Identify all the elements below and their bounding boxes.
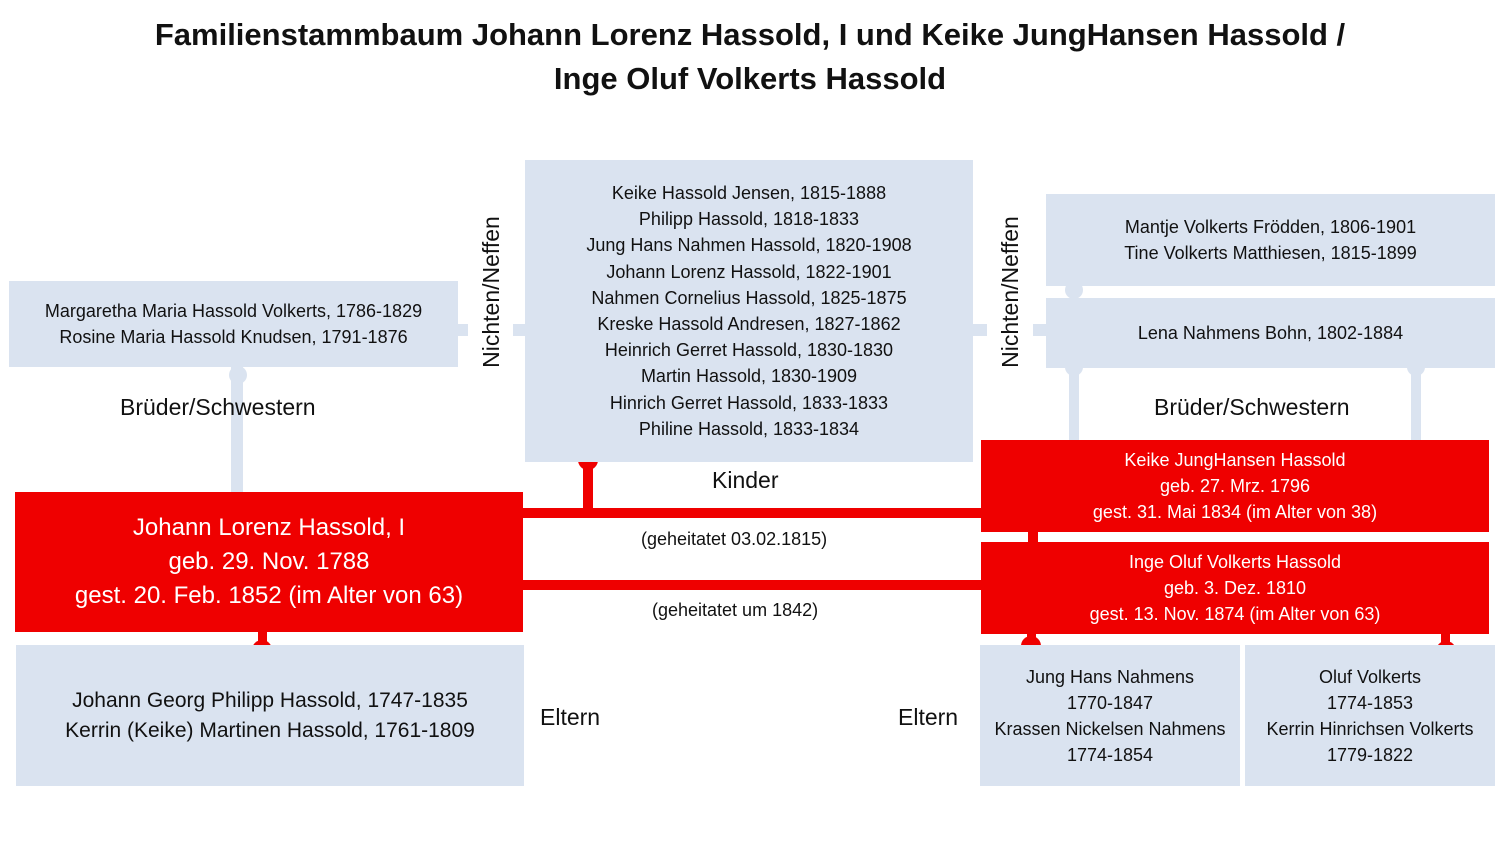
- parent-dates: 1770-1847: [1066, 692, 1154, 713]
- connector-siblings-right-a: [1069, 368, 1079, 440]
- child-name: Martin Hassold, 1830-1909: [640, 366, 858, 387]
- siblings-right-top-box: [1046, 194, 1495, 286]
- person-birth: geb. 27. Mrz. 1796: [1159, 476, 1311, 496]
- person-death: gest. 20. Feb. 1852 (im Alter von 63): [74, 582, 464, 609]
- parent-name: Jung Hans Nahmens: [1025, 666, 1195, 687]
- parent-dates: 1774-1854: [1066, 744, 1154, 765]
- parents-main-box: [16, 645, 524, 786]
- children-label: Kinder: [712, 467, 779, 493]
- nieces-nephews-label-right: Nichten/Neffen: [997, 216, 1023, 368]
- connector-siblings-left: [231, 367, 243, 492]
- person-birth: geb. 29. Nov. 1788: [168, 548, 370, 575]
- sibling-name: Mantje Volkerts Frödden, 1806-1901: [1124, 217, 1417, 237]
- child-name: Nahmen Cornelius Hassold, 1825-1875: [591, 287, 907, 308]
- parent-name: Johann Georg Philipp Hassold, 1747-1835: [72, 688, 468, 712]
- main-person-box: [15, 492, 523, 632]
- diagram-title-line1: Familienstammbaum Johann Lorenz Hassold, I und Keike JungHansen Hassold /: [154, 17, 1346, 52]
- connector-left-nieces-a: [458, 324, 468, 336]
- marriage-line-2: [523, 580, 981, 590]
- connector-right-nieces-a: [973, 324, 987, 336]
- person-name: Inge Oluf Volkerts Hassold: [1128, 552, 1342, 572]
- connector-siblings-right-b: [1411, 368, 1421, 440]
- parent-name: Kerrin Hinrichsen Volkerts: [1266, 718, 1474, 739]
- marriage-date-2: (geheitatet um 1842): [652, 600, 819, 620]
- parent-name: Kerrin (Keike) Martinen Hassold, 1761-1809: [65, 718, 475, 742]
- connector-dot-siblings-left: [229, 366, 247, 384]
- connector-left-nieces-b: [513, 324, 525, 336]
- child-name: Heinrich Gerret Hassold, 1830-1830: [604, 340, 894, 361]
- connector-right-nieces-b: [1033, 324, 1046, 336]
- parent-dates: 1779-1822: [1326, 744, 1414, 765]
- sibling-name: Margaretha Maria Hassold Volkerts, 1786-1829: [44, 301, 423, 321]
- spouse1-box: [981, 440, 1489, 532]
- children-box: [525, 160, 973, 462]
- person-death: gest. 13. Nov. 1874 (im Alter von 63): [1089, 604, 1381, 624]
- person-death: gest. 31. Mai 1834 (im Alter von 38): [1092, 502, 1378, 522]
- child-name: Hinrich Gerret Hassold, 1833-1833: [609, 392, 889, 413]
- parents-label-left: Eltern: [540, 704, 601, 730]
- sibling-name: Tine Volkerts Matthiesen, 1815-1899: [1124, 243, 1417, 263]
- parents-spouse1-box: [980, 645, 1240, 786]
- nieces-nephews-label-left: Nichten/Neffen: [478, 216, 504, 368]
- child-name: Philine Hassold, 1833-1834: [638, 418, 860, 439]
- child-name: Jung Hans Nahmen Hassold, 1820-1908: [586, 235, 912, 256]
- sibling-name: Rosine Maria Hassold Knudsen, 1791-1876: [59, 327, 408, 347]
- siblings-label-right: Brüder/Schwestern: [1154, 394, 1350, 420]
- siblings-label-left: Brüder/Schwestern: [120, 394, 316, 420]
- child-name: Johann Lorenz Hassold, 1822-1901: [606, 261, 892, 282]
- sibling-name: Lena Nahmens Bohn, 1802-1884: [1137, 323, 1404, 343]
- parent-name: Krassen Nickelsen Nahmens: [994, 718, 1226, 739]
- parents-label-right: Eltern: [898, 704, 959, 730]
- spouse2-box: [981, 542, 1489, 634]
- siblings-left-box: [9, 281, 458, 367]
- marriage-date-1: (geheitatet 03.02.1815): [641, 529, 828, 549]
- person-name: Johann Lorenz Hassold, I: [132, 514, 406, 541]
- diagram-title-line2: Inge Oluf Volkerts Hassold: [553, 61, 947, 96]
- person-name: Keike JungHansen Hassold: [1124, 450, 1346, 470]
- parent-name: Oluf Volkerts: [1318, 666, 1422, 687]
- child-name: Keike Hassold Jensen, 1815-1888: [611, 182, 887, 203]
- person-birth: geb. 3. Dez. 1810: [1163, 578, 1307, 598]
- siblings-right-bottom-box: [1046, 298, 1495, 368]
- child-name: Philipp Hassold, 1818-1833: [638, 209, 860, 230]
- parents-spouse2-box: [1245, 645, 1495, 786]
- parent-dates: 1774-1853: [1326, 692, 1414, 713]
- child-name: Kreske Hassold Andresen, 1827-1862: [597, 314, 901, 334]
